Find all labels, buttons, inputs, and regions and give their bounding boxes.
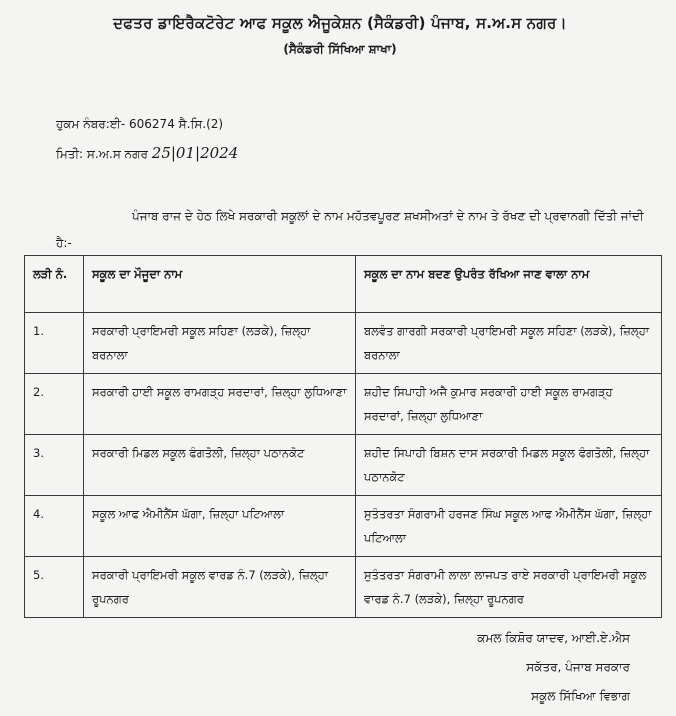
- row-proposed-name: ਸੁਤੰਤਰਤਾ ਸੰਗਰਾਮੀ ਲਾਲਾ ਲਾਜਪਤ ਰਾਏ ਸਰਕਾਰੀ ਪ੍ਰਾਇਮਰੀ ਸਕੂਲ ਵਾਰਡ ਨੰ.7 (ਲੜਕੇ), ਜ਼ਿਲ੍ਹਾ ਰੂਪਨਗਰ: [356, 557, 662, 618]
- row-current-name: ਸਰਕਾਰੀ ਹਾਈ ਸਕੂਲ ਰਾਮਗੜ੍ਹ ਸਰਦਾਰਾਂ, ਜ਼ਿਲ੍ਹਾ ਲੁਧਿਆਣਾ: [84, 374, 356, 435]
- row-proposed-name: ਸ਼ਹੀਦ ਸਿਪਾਹੀ ਅਜੈ ਕੁਮਾਰ ਸਰਕਾਰੀ ਹਾਈ ਸਕੂਲ ਰਾਮਗੜ੍ਹ ਸਰਦਾਰਾਂ, ਜ਼ਿਲ੍ਹਾ ਲੁਧਿਆਣਾ: [356, 374, 662, 435]
- row-current-name: ਸਕੂਲ ਆਫ ਐਮੀਨੈਂਸ ਘੱਗਾ, ਜ਼ਿਲ੍ਹਾ ਪਟਿਆਲਾ: [84, 496, 356, 557]
- signatory-department: ਸਕੂਲ ਸਿੱਖਿਆ ਵਿਭਾਗ: [531, 689, 630, 703]
- header-proposed-name: ਸਕੂਲ ਦਾ ਨਾਮ ਬਦਣ ਉਪਰੰਤ ਰੱਖਿਆ ਜਾਣ ਵਾਲਾ ਨਾਮ: [356, 256, 662, 313]
- table-row: [25, 313, 662, 374]
- table-header-row: [25, 256, 662, 313]
- branch-subtitle: (ਸੈਕੰਡਰੀ ਸਿੱਖਿਆ ਸ਼ਾਖਾ): [283, 42, 397, 56]
- row-serial: 5.: [25, 557, 84, 618]
- row-serial: 2.: [25, 374, 84, 435]
- order-date-handwritten: 25|01|2024: [151, 144, 239, 162]
- row-serial: 3.: [25, 435, 84, 496]
- row-current-name: ਸਰਕਾਰੀ ਪ੍ਰਾਇਮਰੀ ਸਕੂਲ ਵਾਰਡ ਨੰ.7 (ਲੜਕੇ), ਜ਼ਿਲ੍ਹਾ ਰੂਪਨਗਰ: [84, 557, 356, 618]
- header-current-name: ਸਕੂਲ ਦਾ ਮੌਜੂਦਾ ਨਾਮ: [84, 256, 356, 313]
- table-row: [25, 557, 662, 618]
- row-serial: 4.: [25, 496, 84, 557]
- table-row: [25, 435, 662, 496]
- signature-block: [400, 624, 640, 711]
- intro-paragraph: ਪੰਜਾਬ ਰਾਜ ਦੇ ਹੇਠ ਲਿਖੇ ਸਰਕਾਰੀ ਸਕੂਲਾਂ ਦੇ ਨਾਮ ਮਹੱਤਵਪੂਰਣ ਸ਼ਖਸੀਅਤਾਂ ਦੇ ਨਾਮ ਤੇ ਰੱਖਣ ਦੀ ਪ੍ਰਵਾਨਗੀ ਦਿੱਤੀ ਜਾਂਦੀ ਹੈ:-: [56, 209, 644, 250]
- row-proposed-name: ਬਲਵੰਤ ਗਾਰਗੀ ਸਰਕਾਰੀ ਪ੍ਰਾਇਮਰੀ ਸਕੂਲ ਸਹਿਣਾ (ਲੜਕੇ), ਜ਼ਿਲ੍ਹਾ ਬਰਨਾਲਾ: [356, 313, 662, 374]
- order-date-prefix: ਮਿਤੀ: ਸ.ਅ.ਸ ਨਗਰ: [56, 147, 148, 161]
- school-rename-table: [24, 255, 662, 618]
- signatory-name: ਕਮਲ ਕਿਸ਼ੋਰ ਯਾਦਵ, ਆਈ.ਏ.ਐਸ: [477, 631, 630, 645]
- row-current-name: ਸਰਕਾਰੀ ਮਿਡਲ ਸਕੂਲ ਫੰਗਤੋਲੀ, ਜ਼ਿਲ੍ਹਾ ਪਠਾਨਕੋਟ: [84, 435, 356, 496]
- department-title: ਦਫਤਰ ਡਾਇਰੈਕਟੋਰੇਟ ਆਫ ਸਕੂਲ ਐਜੂਕੇਸ਼ਨ (ਸੈਕੰਡਰੀ) ਪੰਜਾਬ, ਸ.ਅ.ਸ ਨਗਰ।: [113, 14, 567, 32]
- table-row: [25, 496, 662, 557]
- table-row: [25, 374, 662, 435]
- signatory-designation: ਸਕੱਤਰ, ਪੰਜਾਬ ਸਰਕਾਰ: [526, 660, 630, 674]
- order-number: ਹੁਕਮ ਨੰਬਰ:ਈ- 606274 ਸੈ.ਸਿ.(2): [56, 117, 224, 131]
- order-date: [56, 144, 238, 162]
- row-proposed-name: ਸੁਤੰਤਰਤਾ ਸੰਗਰਾਮੀ ਹਰਜਣ ਸਿੰਘ ਸਕੂਲ ਆਫ ਐਮੀਨੈਂਸ ਘੱਗਾ, ਜ਼ਿਲ੍ਹਾ ਪਟਿਆਲਾ: [356, 496, 662, 557]
- row-proposed-name: ਸ਼ਹੀਦ ਸਿਪਾਹੀ ਬਿਸ਼ਨ ਦਾਸ ਸਰਕਾਰੀ ਮਿਡਲ ਸਕੂਲ ਫੰਗਤੋਲੀ, ਜ਼ਿਲ੍ਹਾ ਪਠਾਨਕੋਟ: [356, 435, 662, 496]
- header-serial: ਲੜੀ ਨੰ.: [25, 256, 84, 313]
- row-current-name: ਸਰਕਾਰੀ ਪ੍ਰਾਇਮਰੀ ਸਕੂਲ ਸਹਿਣਾ (ਲੜਕੇ), ਜ਼ਿਲ੍ਹਾ ਬਰਨਾਲਾ: [84, 313, 356, 374]
- row-serial: 1.: [25, 313, 84, 374]
